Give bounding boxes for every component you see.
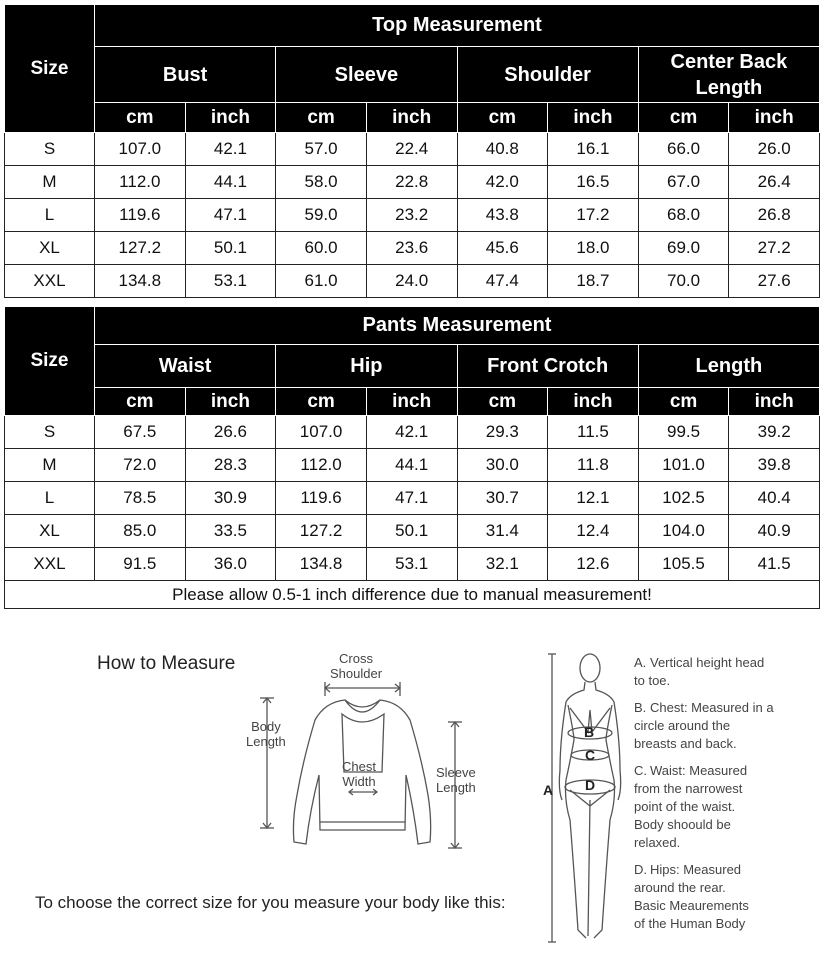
measurement-notes [634,654,814,942]
unit-header: inch [185,103,276,133]
chest-width-label: Chest Width [342,759,376,789]
unit-header: inch [729,388,820,416]
body-letter-c: C [585,747,596,763]
table-cell: 27.2 [729,232,820,265]
body-length-label: Body Length [246,719,286,749]
shoulder-header: Shoulder [457,47,638,103]
table-cell: 39.8 [729,449,820,482]
table-cell: 101.0 [638,449,729,482]
body-letter-b: B [584,724,595,740]
table-cell: 127.2 [276,515,367,548]
size-cell: XXL [5,265,95,298]
size-cell: S [5,416,95,449]
table-cell: 42.0 [457,166,548,199]
note-c [634,762,814,852]
unit-row [5,388,820,416]
table-cell: 67.0 [638,166,729,199]
table-cell: 28.3 [185,449,276,482]
note-a [634,654,814,690]
table-cell: 23.2 [366,199,457,232]
note-letter: B. [634,700,647,715]
table-cell: 91.5 [95,548,186,581]
center-back-length-header: Center Back Length [638,47,819,103]
table-cell: 26.8 [729,199,820,232]
table-cell: 42.1 [185,133,276,166]
table-cell: 32.1 [457,548,548,581]
table-cell: 57.0 [276,133,367,166]
table-cell: 47.4 [457,265,548,298]
table-cell: 119.6 [95,199,186,232]
table-cell: 43.8 [457,199,548,232]
size-header: Size [5,5,95,133]
table-cell: 29.3 [457,416,548,449]
note-letter: A. [634,655,647,670]
table-cell: 11.5 [548,416,639,449]
table-row [5,548,820,581]
body-letter-a: A [543,782,554,798]
table-row [5,232,820,265]
size-cell: M [5,449,95,482]
table-cell: 24.0 [366,265,457,298]
table-cell: 40.8 [457,133,548,166]
table-cell: 107.0 [276,416,367,449]
sleeve-header: Sleeve [276,47,457,103]
body-letter-d: D [585,777,596,793]
table-cell: 105.5 [638,548,729,581]
table-cell: 112.0 [276,449,367,482]
table-cell: 134.8 [276,548,367,581]
unit-header: inch [366,388,457,416]
unit-row [5,103,820,133]
table-cell: 59.0 [276,199,367,232]
table-cell: 47.1 [366,482,457,515]
table-cell: 30.0 [457,449,548,482]
table-cell: 12.4 [548,515,639,548]
table-row [5,166,820,199]
table-row [5,199,820,232]
unit-header: cm [457,103,548,133]
unit-header: cm [95,103,186,133]
unit-header: cm [276,103,367,133]
table-cell: 30.9 [185,482,276,515]
size-cell: XXL [5,548,95,581]
table-cell: 119.6 [276,482,367,515]
table-cell: 78.5 [95,482,186,515]
table-cell: 104.0 [638,515,729,548]
table-cell: 107.0 [95,133,186,166]
pants-measurement-table [4,306,820,609]
table-cell: 27.6 [729,265,820,298]
note-letter: C. [634,763,647,778]
sleeve-length-label: Sleeve Length [436,765,476,795]
cross-shoulder-label: Cross Shoulder [330,651,383,681]
table-cell: 12.6 [548,548,639,581]
table-row [5,265,820,298]
table-cell: 26.4 [729,166,820,199]
table-cell: 22.4 [366,133,457,166]
table-cell: 22.8 [366,166,457,199]
table-cell: 40.9 [729,515,820,548]
table-cell: 66.0 [638,133,729,166]
table-cell: 53.1 [185,265,276,298]
table-cell: 26.6 [185,416,276,449]
table-cell: 44.1 [366,449,457,482]
table-row [5,449,820,482]
table-cell: 12.1 [548,482,639,515]
measurement-note: Please allow 0.5-1 inch difference due to manual measurement! [5,581,820,609]
size-cell: M [5,166,95,199]
table-cell: 17.2 [548,199,639,232]
table-cell: 102.5 [638,482,729,515]
table-row [5,482,820,515]
unit-header: inch [548,103,639,133]
table-cell: 31.4 [457,515,548,548]
bust-header: Bust [95,47,276,103]
table-cell: 18.0 [548,232,639,265]
table-cell: 23.6 [366,232,457,265]
waist-header: Waist [95,345,276,388]
table-cell: 44.1 [185,166,276,199]
note-d [634,861,814,933]
unit-header: inch [548,388,639,416]
size-cell: L [5,482,95,515]
table-row [5,515,820,548]
note-text: Vertical height head to toe. [634,655,765,688]
table-cell: 127.2 [95,232,186,265]
table-cell: 18.7 [548,265,639,298]
note-letter: D. [634,862,647,877]
table-cell: 68.0 [638,199,729,232]
table-cell: 112.0 [95,166,186,199]
table-cell: 11.8 [548,449,639,482]
table-cell: 33.5 [185,515,276,548]
table-cell: 47.1 [185,199,276,232]
note-text: Chest: Measured in a circle around the breasts and back. [634,700,774,751]
table-cell: 69.0 [638,232,729,265]
table-cell: 26.0 [729,133,820,166]
table-cell: 16.5 [548,166,639,199]
table-cell: 70.0 [638,265,729,298]
table-cell: 61.0 [276,265,367,298]
table-cell: 60.0 [276,232,367,265]
table-cell: 67.5 [95,416,186,449]
table-row [5,416,820,449]
table-cell: 42.1 [366,416,457,449]
note-b [634,699,814,753]
size-cell: L [5,199,95,232]
body-figure-icon [548,650,628,950]
table-cell: 36.0 [185,548,276,581]
table-cell: 58.0 [276,166,367,199]
table-cell: 134.8 [95,265,186,298]
table-row [5,133,820,166]
table-cell: 41.5 [729,548,820,581]
top-measurement-table [4,4,820,298]
table-cell: 16.1 [548,133,639,166]
note-text: Hips: Measured around the rear. Basic Meaurements of the Human Body [634,862,749,931]
table-cell: 45.6 [457,232,548,265]
table-cell: 85.0 [95,515,186,548]
note-text: Waist: Measured from the narrowest point of the waist. Body shoould be relaxed. [634,763,748,850]
hip-header: Hip [276,345,457,388]
unit-header: inch [185,388,276,416]
unit-header: cm [638,103,729,133]
unit-header: cm [457,388,548,416]
unit-header: cm [95,388,186,416]
unit-header: inch [366,103,457,133]
table-cell: 40.4 [729,482,820,515]
table-cell: 53.1 [366,548,457,581]
size-cell: XL [5,232,95,265]
table-cell: 72.0 [95,449,186,482]
size-header: Size [5,307,95,416]
size-cell: XL [5,515,95,548]
length-header: Length [638,345,819,388]
how-to-measure-title: How to Measure [97,653,236,674]
table-cell: 39.2 [729,416,820,449]
unit-header: cm [276,388,367,416]
top-table-title: Top Measurement [95,5,820,47]
measure-instruction: To choose the correct size for you measure your body like this: [35,893,506,912]
unit-header: inch [729,103,820,133]
table-cell: 50.1 [185,232,276,265]
size-cell: S [5,133,95,166]
table-cell: 99.5 [638,416,729,449]
pants-table-title: Pants Measurement [95,307,820,345]
table-cell: 30.7 [457,482,548,515]
table-cell: 50.1 [366,515,457,548]
front-crotch-header: Front Crotch [457,345,638,388]
unit-header: cm [638,388,729,416]
